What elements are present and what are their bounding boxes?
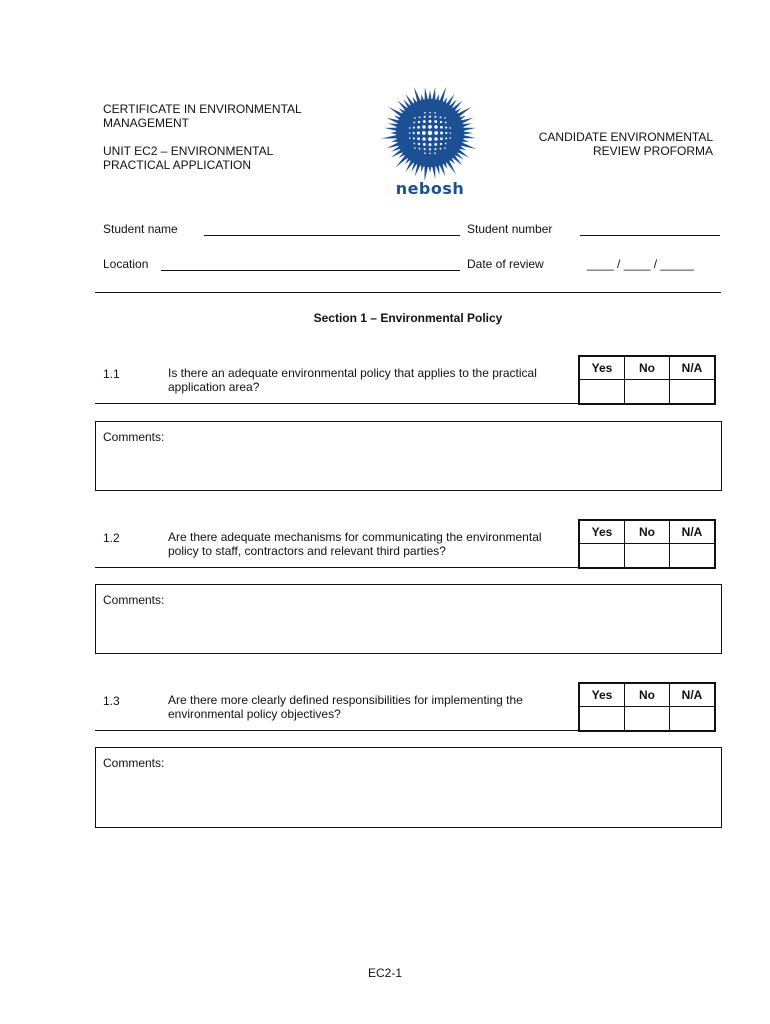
question-number: 1.2 xyxy=(103,531,120,545)
question-underline xyxy=(95,730,578,731)
answer-grid xyxy=(578,682,716,732)
question-number: 1.1 xyxy=(103,367,120,381)
na-checkbox[interactable] xyxy=(670,380,716,405)
na-header: N/A xyxy=(670,520,716,544)
no-header: No xyxy=(625,356,670,380)
yes-header: Yes xyxy=(579,356,625,380)
yes-checkbox[interactable] xyxy=(579,380,625,405)
no-checkbox[interactable] xyxy=(625,707,670,732)
question-number: 1.3 xyxy=(103,694,120,708)
yes-checkbox[interactable] xyxy=(579,707,625,732)
comments-label: Comments: xyxy=(103,593,165,607)
na-checkbox[interactable] xyxy=(670,707,716,732)
na-header: N/A xyxy=(670,356,716,380)
question-underline xyxy=(95,403,578,404)
question-text: Is there an adequate environmental policy that applies to the practical application area? xyxy=(168,366,537,394)
question-underline xyxy=(95,567,578,568)
page-number: EC2-1 xyxy=(367,966,402,980)
no-checkbox[interactable] xyxy=(625,380,670,405)
date-label: Date of review xyxy=(467,257,544,271)
starburst-globe-icon xyxy=(380,85,480,180)
student-number-label: Student number xyxy=(467,222,553,236)
divider xyxy=(95,292,721,293)
answer-grid xyxy=(578,519,716,569)
comments-box[interactable] xyxy=(95,584,722,654)
unit-title: UNIT EC2 – ENVIRONMENTAL PRACTICAL APPLICATION xyxy=(103,144,273,172)
certificate-title: CERTIFICATE IN ENVIRONMENTAL MANAGEMENT xyxy=(103,102,302,130)
no-header: No xyxy=(625,520,670,544)
comments-label: Comments: xyxy=(103,756,165,770)
comments-box[interactable] xyxy=(95,421,722,491)
section-title: Section 1 – Environmental Policy xyxy=(313,311,503,325)
document-type: CANDIDATE ENVIRONMENTAL REVIEW PROFORMA xyxy=(538,130,713,158)
nebosh-logo xyxy=(380,85,480,200)
student-name-field[interactable] xyxy=(204,235,460,236)
student-number-field[interactable] xyxy=(580,235,720,236)
answer-grid xyxy=(578,355,716,405)
comments-label: Comments: xyxy=(103,430,165,444)
student-name-label: Student name xyxy=(103,222,178,236)
date-field[interactable]: ____ / ____ / _____ xyxy=(587,257,694,271)
comments-box[interactable] xyxy=(95,747,722,828)
na-checkbox[interactable] xyxy=(670,544,716,569)
location-field[interactable] xyxy=(161,270,460,271)
no-checkbox[interactable] xyxy=(625,544,670,569)
header-left xyxy=(103,102,343,186)
yes-header: Yes xyxy=(579,683,625,707)
na-header: N/A xyxy=(670,683,716,707)
question-text: Are there adequate mechanisms for communicating the environmental policy to staff, contractors and relevant third parties? xyxy=(168,530,542,558)
logo-wordmark: nebosh xyxy=(395,179,465,198)
yes-checkbox[interactable] xyxy=(579,544,625,569)
yes-header: Yes xyxy=(579,520,625,544)
location-label: Location xyxy=(103,257,149,271)
no-header: No xyxy=(625,683,670,707)
question-text: Are there more clearly defined responsibilities for implementing the environmental policy objectives? xyxy=(168,693,523,721)
